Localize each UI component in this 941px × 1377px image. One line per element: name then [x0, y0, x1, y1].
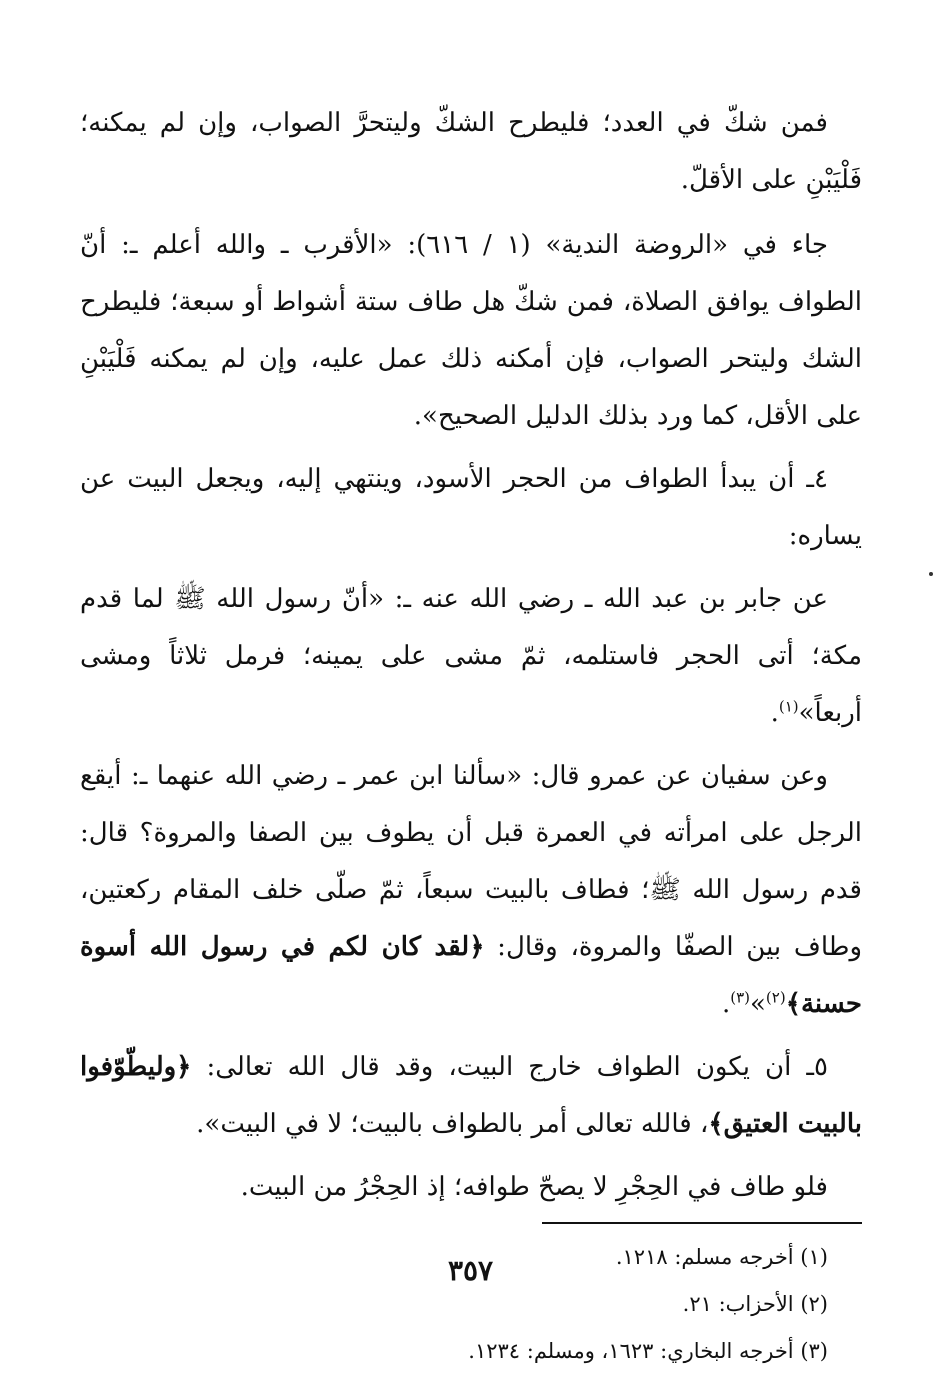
paragraph-rule-4: ٤ـ أن يبدأ الطواف من الحجر الأسود، وينتهي إليه، ويجعل البيت عن يساره: [80, 464, 862, 551]
paragraph-jabir-hadith: عن جابر بن عبد الله ـ رضي الله عنه ـ: «أنّ رسول الله ﷺ لما قدم مكة؛ أتى الحجر فاستلمه، ثمّ مشى على يمينه؛ فرمل ثلاثاً ومشى أربعاً»$^{(١)}$. [80, 584, 862, 728]
paragraph-rawda-quote: جاء في «الروضة الندية» (١ / ٦١٦): «الأقرب ـ والله أعلم ـ: أنّ الطواف يوافق الصلاة، فمن شكّ هل طاف ستة أشواط أو سبعة؛ فليطرح الشك وليتحر الصواب، فإن أمكنه ذلك عمل عليه، وإن لم يمكنه فَلْيَبْنِ على الأقل، كما ورد بذلك الدليل الصحيح». [80, 230, 862, 431]
footnote-ref-1[interactable]: (١) [778, 697, 799, 716]
paragraph-hijr: فلو طاف في الحِجْرِ لا يصحّ طوافه؛ إذ الحِجْرُ من البيت. [240, 1172, 828, 1202]
footnote-1: (١) أخرجه مسلم: ١٢١٨. [615, 1245, 828, 1269]
paragraph-sufyan-hadith: وعن سفيان عن عمرو قال: «سألنا ابن عمر ـ رضي الله عنهما ـ: أيقع الرجل على امرأته في العمرة قبل أن يطوف بين الصفا والمروة؟ قال: قدم رسول الله ﷺ؛ فطاف بالبيت سبعاً، ثمّ صلّى خلف المقام ركعتين، وطاف بين الصفّا والمروة، وقال: ﴿لقد كان لكم في رسول الله أسوة حسنة﴾$^{(٢)}$»$^{(٣)}$. [80, 761, 863, 1019]
quran-verse-hajj: ﴿وليطّوّفوا بالبيت العتيق﴾ [80, 1052, 862, 1139]
footnote-3: (٣) أخرجه البخاري: ١٦٢٣، ومسلم: ١٢٣٤. [468, 1339, 828, 1363]
page-number: ٣٥٧ [447, 1254, 494, 1287]
page-body [80, 95, 862, 1375]
margin-dot [929, 572, 933, 576]
footnote-ref-3[interactable]: (٣) [730, 988, 750, 1007]
footnote-2: (٢) الأحزاب: ٢١. [682, 1292, 828, 1316]
footnote-divider [542, 1222, 862, 1224]
paragraph-doubt-count: فمن شكّ في العدد؛ فليطرح الشكّ وليتحرَّ الصواب، وإن لم يمكنه؛ فَلْيَبْنِ على الأقلّ. [80, 108, 862, 195]
quran-verse-ahzab: ﴿لقد كان لكم في رسول الله أسوة حسنة﴾ [80, 932, 862, 1019]
paragraph-rule-5: ٥ـ أن يكون الطواف خارج البيت، وقد قال الله تعالى: ﴿وليطّوّفوا بالبيت العتيق﴾، فالله تعالى أمر بالطواف بالبيت؛ لا في البيت». [80, 1052, 862, 1139]
footnote-ref-2[interactable]: (٢) [765, 988, 786, 1007]
